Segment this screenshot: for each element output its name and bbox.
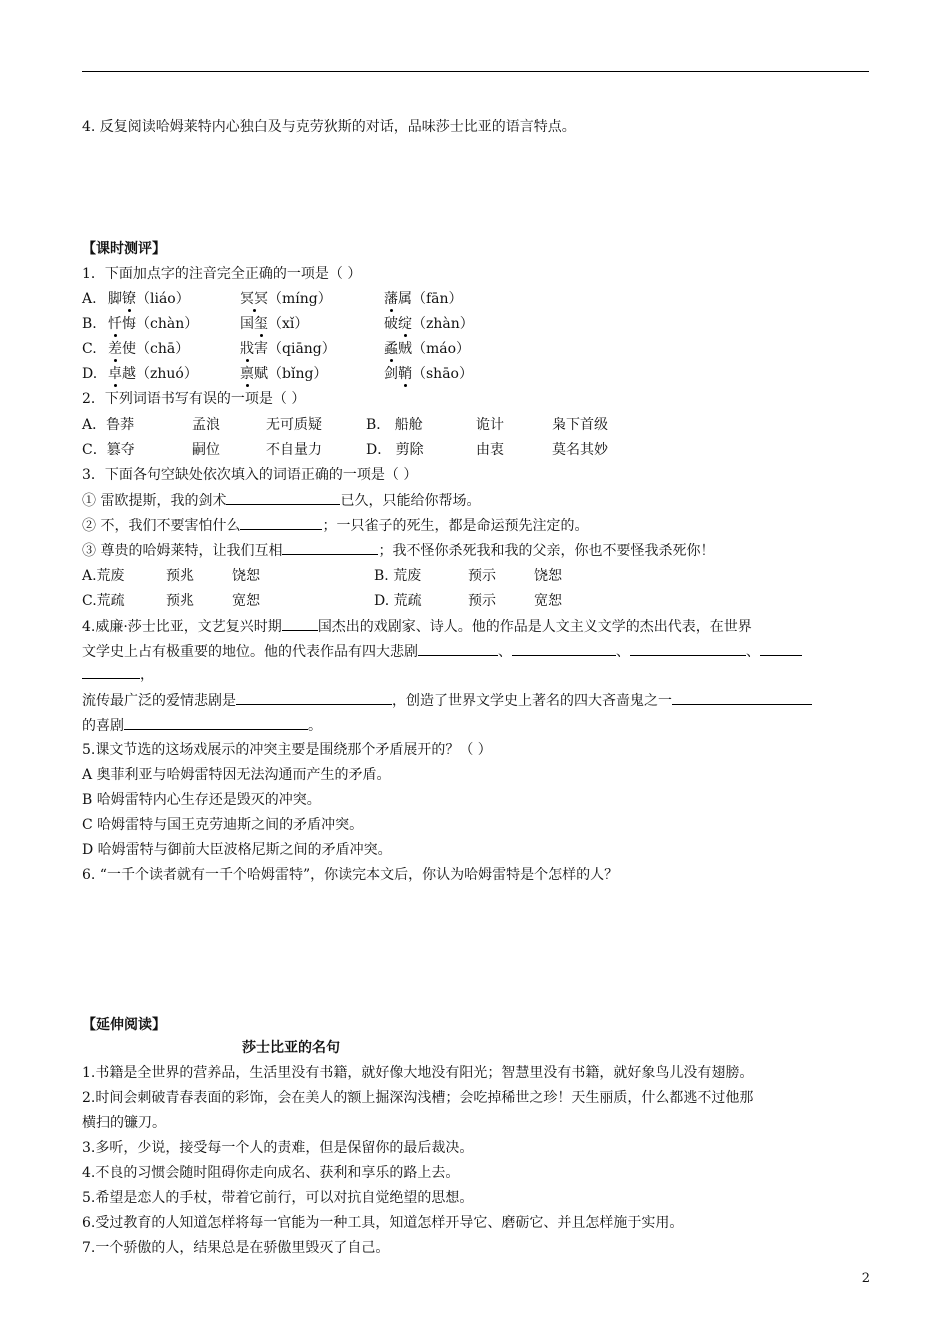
q5-stem: 5.课文节选的这场戏展示的冲突主要是围绕那个矛盾展开的？（ ） [82, 742, 492, 758]
q3-stem: 3．下面各句空缺处依次填入的词语正确的一项是（ ） [82, 467, 418, 483]
q5-option-d: D 哈姆雷特与御前大臣波格尼斯之间的矛盾冲突。 [82, 842, 392, 858]
quote-5: 5.希望是恋人的手杖，带着它前行，可以对抗自觉绝望的思想。 [82, 1190, 474, 1206]
quote-2: 2.时间会刺破青春表面的彩饰，会在美人的额上掘深沟浅槽；会吃掉稀世之珍！天生丽质，什么都逃不过他那 [82, 1090, 754, 1106]
q3-options-cd: C.荒疏 预兆 宽恕 D. 荒疏 预示 宽恕 [82, 593, 562, 609]
q2-row-1: A．鲁莽 孟浪 无可质疑 B． 船舱 诡计 枭下首级 [82, 417, 608, 433]
section-title-extended-reading: 【延伸阅读】 [82, 1017, 166, 1033]
q1-option-d: D. 卓越（zhuó） 禀赋（bǐng） 剑鞘（shāo） [82, 366, 473, 382]
q3-options-ab: A.荒废 预兆 饶恕 B. 荒废 预示 饶恕 [82, 568, 562, 584]
quote-1: 1.书籍是全世界的营养品，生活里没有书籍，就好像大地没有阳光；智慧里没有书籍，就好象鸟儿没有翅膀。 [82, 1065, 754, 1081]
header-rule [82, 71, 869, 72]
q4-line-4: 流传最广泛的爱情悲剧是 ，创造了世界文学史上著名的四大吝啬鬼之一 [82, 690, 869, 711]
q1-option-c: C. 差使（chā） 戕害（qiāng） 蟊贼（máo） [82, 341, 471, 357]
reading-title: 莎士比亚的名句 [242, 1040, 340, 1056]
section-title-assessment: 【课时测评】 [82, 241, 166, 257]
page-number: 2 [861, 1271, 870, 1286]
q6-question: 6. “一千个读者就有一千个哈姆雷特”，你读完本文后，你认为哈姆雷特是个怎样的人？ [82, 867, 619, 883]
q1-option-b: B. 忏悔（chàn） 国玺（xǐ） 破绽（zhàn） [82, 316, 474, 332]
quote-4: 4.不良的习惯会随时阻碍你走向成名、获利和享乐的路上去。 [82, 1165, 460, 1181]
q5-option-b: B 哈姆雷特内心生存还是毁灭的冲突。 [82, 792, 321, 808]
quote-6: 6.受过教育的人知道怎样将每一官能为一种工具，知道怎样开导它、磨砺它、并且怎样施于实用。 [82, 1215, 684, 1231]
q4-line-3: ， [82, 664, 154, 685]
q5-option-a: A 奥菲利亚与哈姆雷特因无法沟通而产生的矛盾。 [82, 767, 391, 783]
question-4-intro: 4. 反复阅读哈姆莱特内心独白及与克劳狄斯的对话，品味莎士比亚的语言特点。 [82, 119, 576, 135]
q2-row-2: C．篡夺 嗣位 不自量力 D． 剪除 由衷 莫名其妙 [82, 442, 608, 458]
q3-sentence-1: ① 雷欧提斯，我的剑术 已久，只能给你帮场。 [82, 490, 480, 511]
q1-stem: 1．下面加点字的注音完全正确的一项是（ ） [82, 266, 362, 282]
quote-2-cont: 横扫的镰刀。 [82, 1115, 166, 1131]
q4-line-1: 4.威廉·莎士比亚，文艺复兴时期 国杰出的戏剧家、诗人。他的作品是人文主义文学的杰出代表，在世界 [82, 616, 752, 637]
q4-line-2: 文学史上占有极重要的地位。他的代表作品有四大悲剧 、 、 、 [82, 641, 869, 662]
q3-sentence-2: ② 不，我们不要害怕什么 ；一只雀子的死生，都是命运预先注定的。 [82, 515, 588, 536]
q1-option-a: A. 脚镣（liáo） 冥冥（míng） 藩属（fān） [82, 291, 463, 307]
quote-3: 3.多听，少说，接受每一个人的责难，但是保留你的最后裁决。 [82, 1140, 474, 1156]
quote-7: 7.一个骄傲的人，结果总是在骄傲里毁灭了自己。 [82, 1240, 390, 1256]
q4-line-5: 的喜剧 。 [82, 715, 322, 736]
q3-sentence-3: ③ 尊贵的哈姆莱特，让我们互相 ；我不怪你杀死我和我的父亲，你也不要怪我杀死你！ [82, 540, 714, 561]
q2-stem: 2．下列词语书写有误的一项是（ ） [82, 391, 306, 407]
q5-option-c: C 哈姆雷特与国王克劳迪斯之间的矛盾冲突。 [82, 817, 364, 833]
